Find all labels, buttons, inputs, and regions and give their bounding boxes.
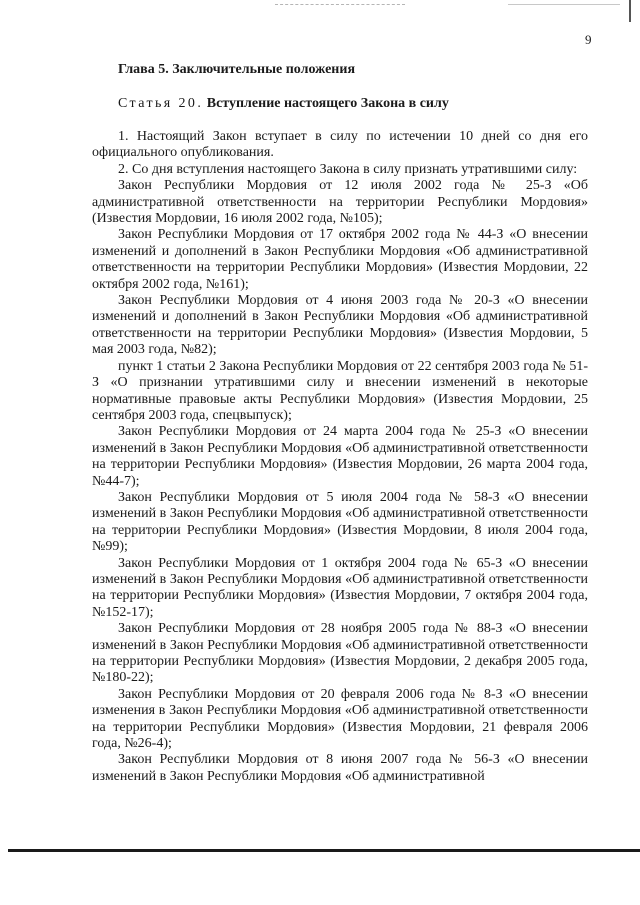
repealed-law-item: пункт 1 статьи 2 Закона Республики Мордовия от 22 сентября 2003 года № 51-З «О признании утратившими силу и внесении изменений в некоторые нормативные правовые акты Республики Мордовия» (Известия Мордовии, 25 сентября 2003 года, спецвыпуск); (92, 358, 588, 423)
repealed-law-item: Закон Республики Мордовия от 28 ноября 2005 года № 88-З «О внесении изменений в Закон Республики Мордовия «Об административной ответственности на территории Республики Мордовия» (Известия Мордовии, 2 декабря 2005 года, №180-22); (92, 621, 588, 686)
repealed-law-item: Закон Республики Мордовия от 4 июня 2003 года № 20-З «О внесении изменений и дополнений в Закон Республики Мордовия «Об административной ответственности на территории Республики Мордовия» (Известия Мордовии, 5 мая 2003 года, №82); (92, 293, 588, 358)
page-number: 9 (585, 32, 592, 47)
repealed-law-item: Закон Республики Мордовия от 8 июня 2007 года № 56-З «О внесении изменений в Закон Республики Мордовия «Об административной (92, 752, 588, 784)
chapter-title: Глава 5. Заключительные положения (118, 62, 356, 77)
document-body (92, 61, 588, 785)
article-label: Статья 20. (118, 96, 204, 111)
paragraph-1: 1. Настоящий Закон вступает в силу по истечении 10 дней со дня его официального опубликования. (92, 129, 588, 161)
repealed-law-item: Закон Республики Мордовия от 20 февраля 2006 года № 8-З «О внесении изменения в Закон Республики Мордовия «Об административной ответственности на территории Республики Мордовия» (Известия Мордовии, 21 февраля 2006 года, №26-4); (92, 686, 588, 752)
repealed-law-item: Закон Республики Мордовия от 5 июля 2004 года № 58-З «О внесении изменений в Закон Республики Мордовия «Об административной ответственности на территории Республики Мордовия» (Известия Мордовии, 8 июля 2004 года, №99); (92, 489, 588, 555)
repealed-law-item: Закон Республики Мордовия от 24 марта 2004 года № 25-З «О внесении изменений в Закон Республики Мордовия «Об административной ответственности на территории Республики Мордовия» (Известия Мордовии, 26 марта 2004 года, №44-7); (92, 424, 588, 489)
repealed-law-item: Закон Республики Мордовия от 17 октября 2002 года № 44-З «О внесении изменений и дополнений в Закон Республики Мордовия «Об административной ответственности на территории Республики Мордовия» (Известия Мордовии, 22 октября 2002 года, №161); (92, 227, 588, 292)
article-title: Вступление настоящего Закона в силу (206, 96, 449, 111)
bottom-rule (8, 849, 640, 852)
scan-artifact-top-right (508, 4, 620, 7)
repealed-law-item: Закон Республики Мордовия от 12 июля 2002 года № 25-З «Об административной ответственности на территории Республики Мордовия» (Известия Мордовии, 16 июля 2002 года, №105); (92, 178, 588, 227)
article-heading (118, 95, 588, 113)
scan-artifact-corner (629, 0, 631, 22)
repealed-law-item: Закон Республики Мордовия от 1 октября 2004 года № 65-З «О внесении изменений в Закон Республики Мордовия «Об административной ответственности на территории Республики Мордовия» (Известия Мордовии, 7 октября 2004 года, №152-17); (92, 555, 588, 620)
scan-artifact-top-left (275, 4, 405, 7)
paragraph-2: 2. Со дня вступления настоящего Закона в силу признать утратившими силу: (118, 161, 578, 177)
